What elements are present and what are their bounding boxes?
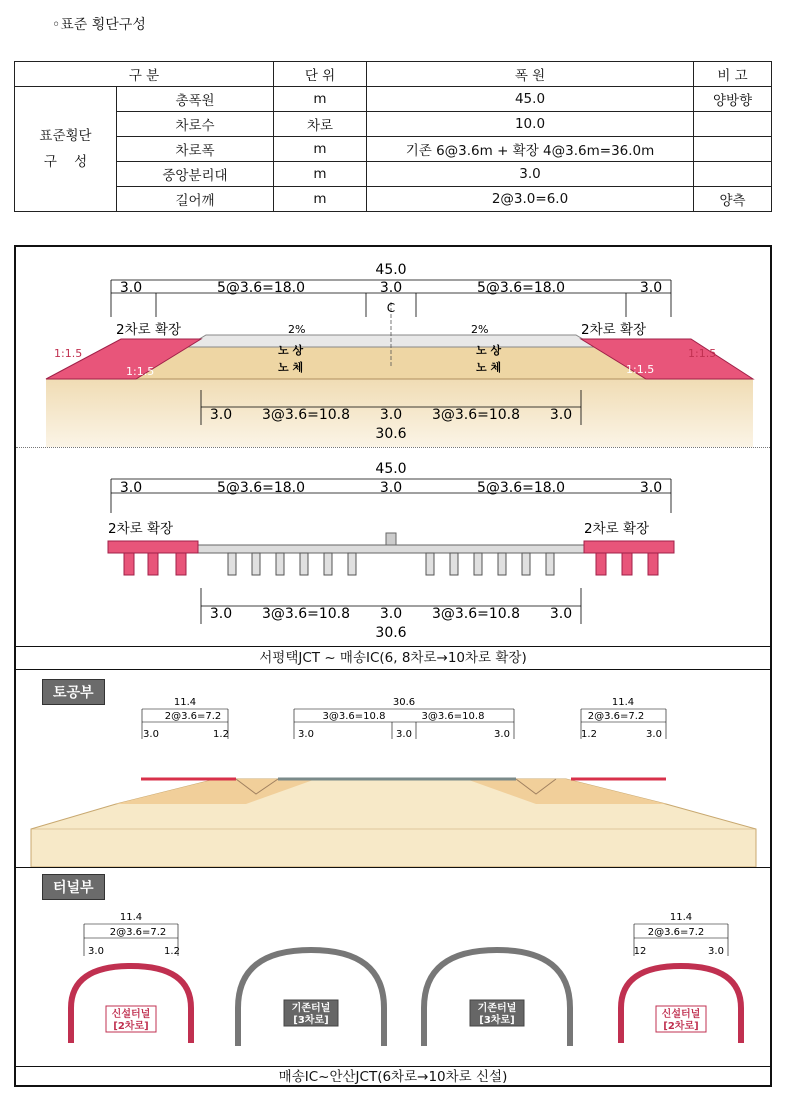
dim-label: 3.0	[119, 480, 143, 496]
earthwork-widening-section	[16, 247, 770, 448]
tunnel-label: [3차로]	[479, 1015, 515, 1026]
dim-label: 3.0	[646, 729, 662, 740]
roadbed-label: 노 상	[278, 344, 304, 357]
tunnel-label: 신설터널	[661, 1009, 701, 1020]
total-width-label: 45.0	[375, 461, 407, 477]
widening-girders	[124, 553, 658, 575]
row-item: 총폭원	[117, 87, 274, 112]
row-width: 기존 6@3.6m + 확장 4@3.6m=36.0m	[367, 137, 694, 162]
dim-label: 3.0	[143, 729, 159, 740]
bottom-total-label: 30.6	[375, 426, 407, 442]
embankment	[116, 347, 671, 379]
grade-label: 2%	[471, 323, 489, 336]
table-row	[15, 137, 772, 162]
dim-label: 2@3.6=7.2	[164, 711, 222, 722]
row-unit: 차로	[274, 112, 367, 137]
existing-tunnel-1	[238, 950, 384, 1046]
row-unit: m	[274, 187, 367, 212]
dim-label: 5@3.6=18.0	[476, 280, 566, 296]
dim-label: 3.0	[379, 407, 403, 423]
grade-label: 2%	[288, 323, 306, 336]
bridge-widening-drawing	[16, 448, 770, 646]
existing-tunnel-2	[424, 950, 570, 1046]
dim-label: 3.0	[209, 606, 233, 622]
dim-label: 3.0	[396, 729, 412, 740]
dim-label: 30.6	[392, 697, 416, 708]
dim-label: 3.0	[639, 480, 663, 496]
center-dimensions	[294, 697, 514, 740]
dim-label: 12	[633, 946, 647, 957]
centerline-label: C	[386, 301, 396, 315]
row-note: 양측	[694, 187, 772, 212]
row-unit: m	[274, 137, 367, 162]
tunnel-label: [2차로]	[663, 1021, 699, 1032]
dim-label: 3.0	[494, 729, 510, 740]
table-row	[15, 87, 772, 112]
dim-label: 11.4	[119, 912, 143, 923]
row-width: 10.0	[367, 112, 694, 137]
dim-label: 3.0	[88, 946, 104, 957]
cross-section-table	[14, 61, 772, 212]
roadbed-label: 노 체	[278, 361, 304, 374]
group-label-line2: 구 성	[43, 154, 88, 170]
tunnel-label: [2차로]	[113, 1021, 149, 1032]
existing-deck	[198, 545, 584, 553]
header-width: 폭 원	[367, 62, 694, 87]
row-note	[694, 137, 772, 162]
dim-label: 2@3.6=7.2	[587, 711, 645, 722]
group-label-line1: 표준횡단	[39, 128, 92, 144]
earthwork-drawing	[16, 669, 770, 867]
cross-section-figure	[14, 245, 772, 1087]
dim-label: 3@3.6=10.8	[261, 606, 351, 622]
dim-label: 3.0	[209, 407, 233, 423]
dim-label: 3.0	[379, 606, 403, 622]
caption-new-construction: 매송IC~안산JCT(6차로→10차로 신설)	[16, 1066, 770, 1088]
dim-label: 3.0	[708, 946, 724, 957]
earthwork-widening-drawing	[16, 247, 770, 447]
dim-label: 3@3.6=10.8	[431, 606, 521, 622]
row-unit: m	[274, 162, 367, 187]
dim-label: 5@3.6=18.0	[216, 280, 306, 296]
roadbed-label: 노 상	[476, 344, 502, 357]
expand-right-label: 2차로 확장	[584, 521, 650, 537]
dim-label: 1.2	[213, 729, 229, 740]
tunnel-tag: 터널부	[42, 874, 105, 900]
dim-label: 3@3.6=10.8	[322, 711, 386, 722]
dim-label: 3.0	[639, 280, 663, 296]
dim-label: 11.4	[669, 912, 693, 923]
slope-label: 1:1.5	[54, 347, 83, 360]
dim-label: 1.2	[164, 946, 180, 957]
dim-label: 2@3.6=7.2	[109, 927, 167, 938]
header-category: 구 분	[15, 62, 274, 87]
table-row	[15, 112, 772, 137]
dim-label: 1.2	[581, 729, 597, 740]
dim-label: 3.0	[549, 606, 573, 622]
widening-deck-left	[108, 541, 198, 553]
girders	[228, 553, 554, 575]
row-item: 길어깨	[117, 187, 274, 212]
row-note	[694, 112, 772, 137]
expand-left-label: 2차로 확장	[116, 322, 182, 338]
new-tunnel-right	[621, 966, 741, 1043]
left-dimensions	[142, 697, 229, 740]
table-header-row	[15, 62, 772, 87]
tunnel-section	[16, 868, 770, 1065]
expand-left-label: 2차로 확장	[108, 521, 174, 537]
dim-label: 3.0	[379, 280, 403, 296]
header-note: 비 고	[694, 62, 772, 87]
group-label	[15, 87, 117, 212]
total-width-label: 45.0	[375, 262, 407, 278]
dim-label: 5@3.6=18.0	[476, 480, 566, 496]
slope-label: 1:1.5	[688, 347, 717, 360]
row-note	[694, 162, 772, 187]
row-width: 45.0	[367, 87, 694, 112]
median-barrier	[386, 533, 396, 545]
slope-label: 1:1.5	[126, 365, 155, 378]
row-width: 3.0	[367, 162, 694, 187]
tunnel-label: [3차로]	[293, 1015, 329, 1026]
dim-label: 3@3.6=10.8	[421, 711, 485, 722]
dim-label: 3.0	[119, 280, 143, 296]
dim-label: 3.0	[298, 729, 314, 740]
earthwork-tag: 토공부	[42, 679, 105, 705]
new-tunnel-left	[71, 966, 191, 1043]
dim-label: 2@3.6=7.2	[647, 927, 705, 938]
widening-deck-right	[584, 541, 674, 553]
tunnel-label: 신설터널	[111, 1009, 151, 1020]
table-row	[15, 187, 772, 212]
row-item: 중앙분리대	[117, 162, 274, 187]
tunnel-left-dimensions	[84, 912, 180, 957]
roadbed-label: 노 체	[476, 361, 502, 374]
dim-label: 3@3.6=10.8	[431, 407, 521, 423]
dim-label: 3@3.6=10.8	[261, 407, 351, 423]
earthwork-section	[16, 669, 770, 868]
dim-label: 11.4	[173, 697, 197, 708]
header-unit: 단 위	[274, 62, 367, 87]
row-unit: m	[274, 87, 367, 112]
table-row	[15, 162, 772, 187]
row-note: 양방향	[694, 87, 772, 112]
expand-right-label: 2차로 확장	[581, 322, 647, 338]
embankment	[31, 779, 756, 867]
bottom-total-label: 30.6	[375, 625, 407, 641]
dim-label: 3.0	[549, 407, 573, 423]
bridge-widening-section	[16, 448, 770, 646]
caption-widening: 서평택JCT ~ 매송IC(6, 8차로→10차로 확장)	[16, 646, 770, 670]
dim-label: 3.0	[379, 480, 403, 496]
right-dimensions	[581, 697, 666, 740]
row-width: 2@3.0=6.0	[367, 187, 694, 212]
row-item: 차로폭	[117, 137, 274, 162]
tunnel-label: 기존터널	[477, 1003, 517, 1014]
tunnel-label: 기존터널	[291, 1003, 331, 1014]
tunnel-drawing	[16, 868, 770, 1065]
dim-label: 11.4	[611, 697, 635, 708]
slope-label: 1:1.5	[626, 363, 655, 376]
dim-label: 5@3.6=18.0	[216, 480, 306, 496]
row-item: 차로수	[117, 112, 274, 137]
tunnel-right-dimensions	[634, 912, 728, 957]
section-heading: ◦표준 횡단구성	[52, 17, 146, 33]
